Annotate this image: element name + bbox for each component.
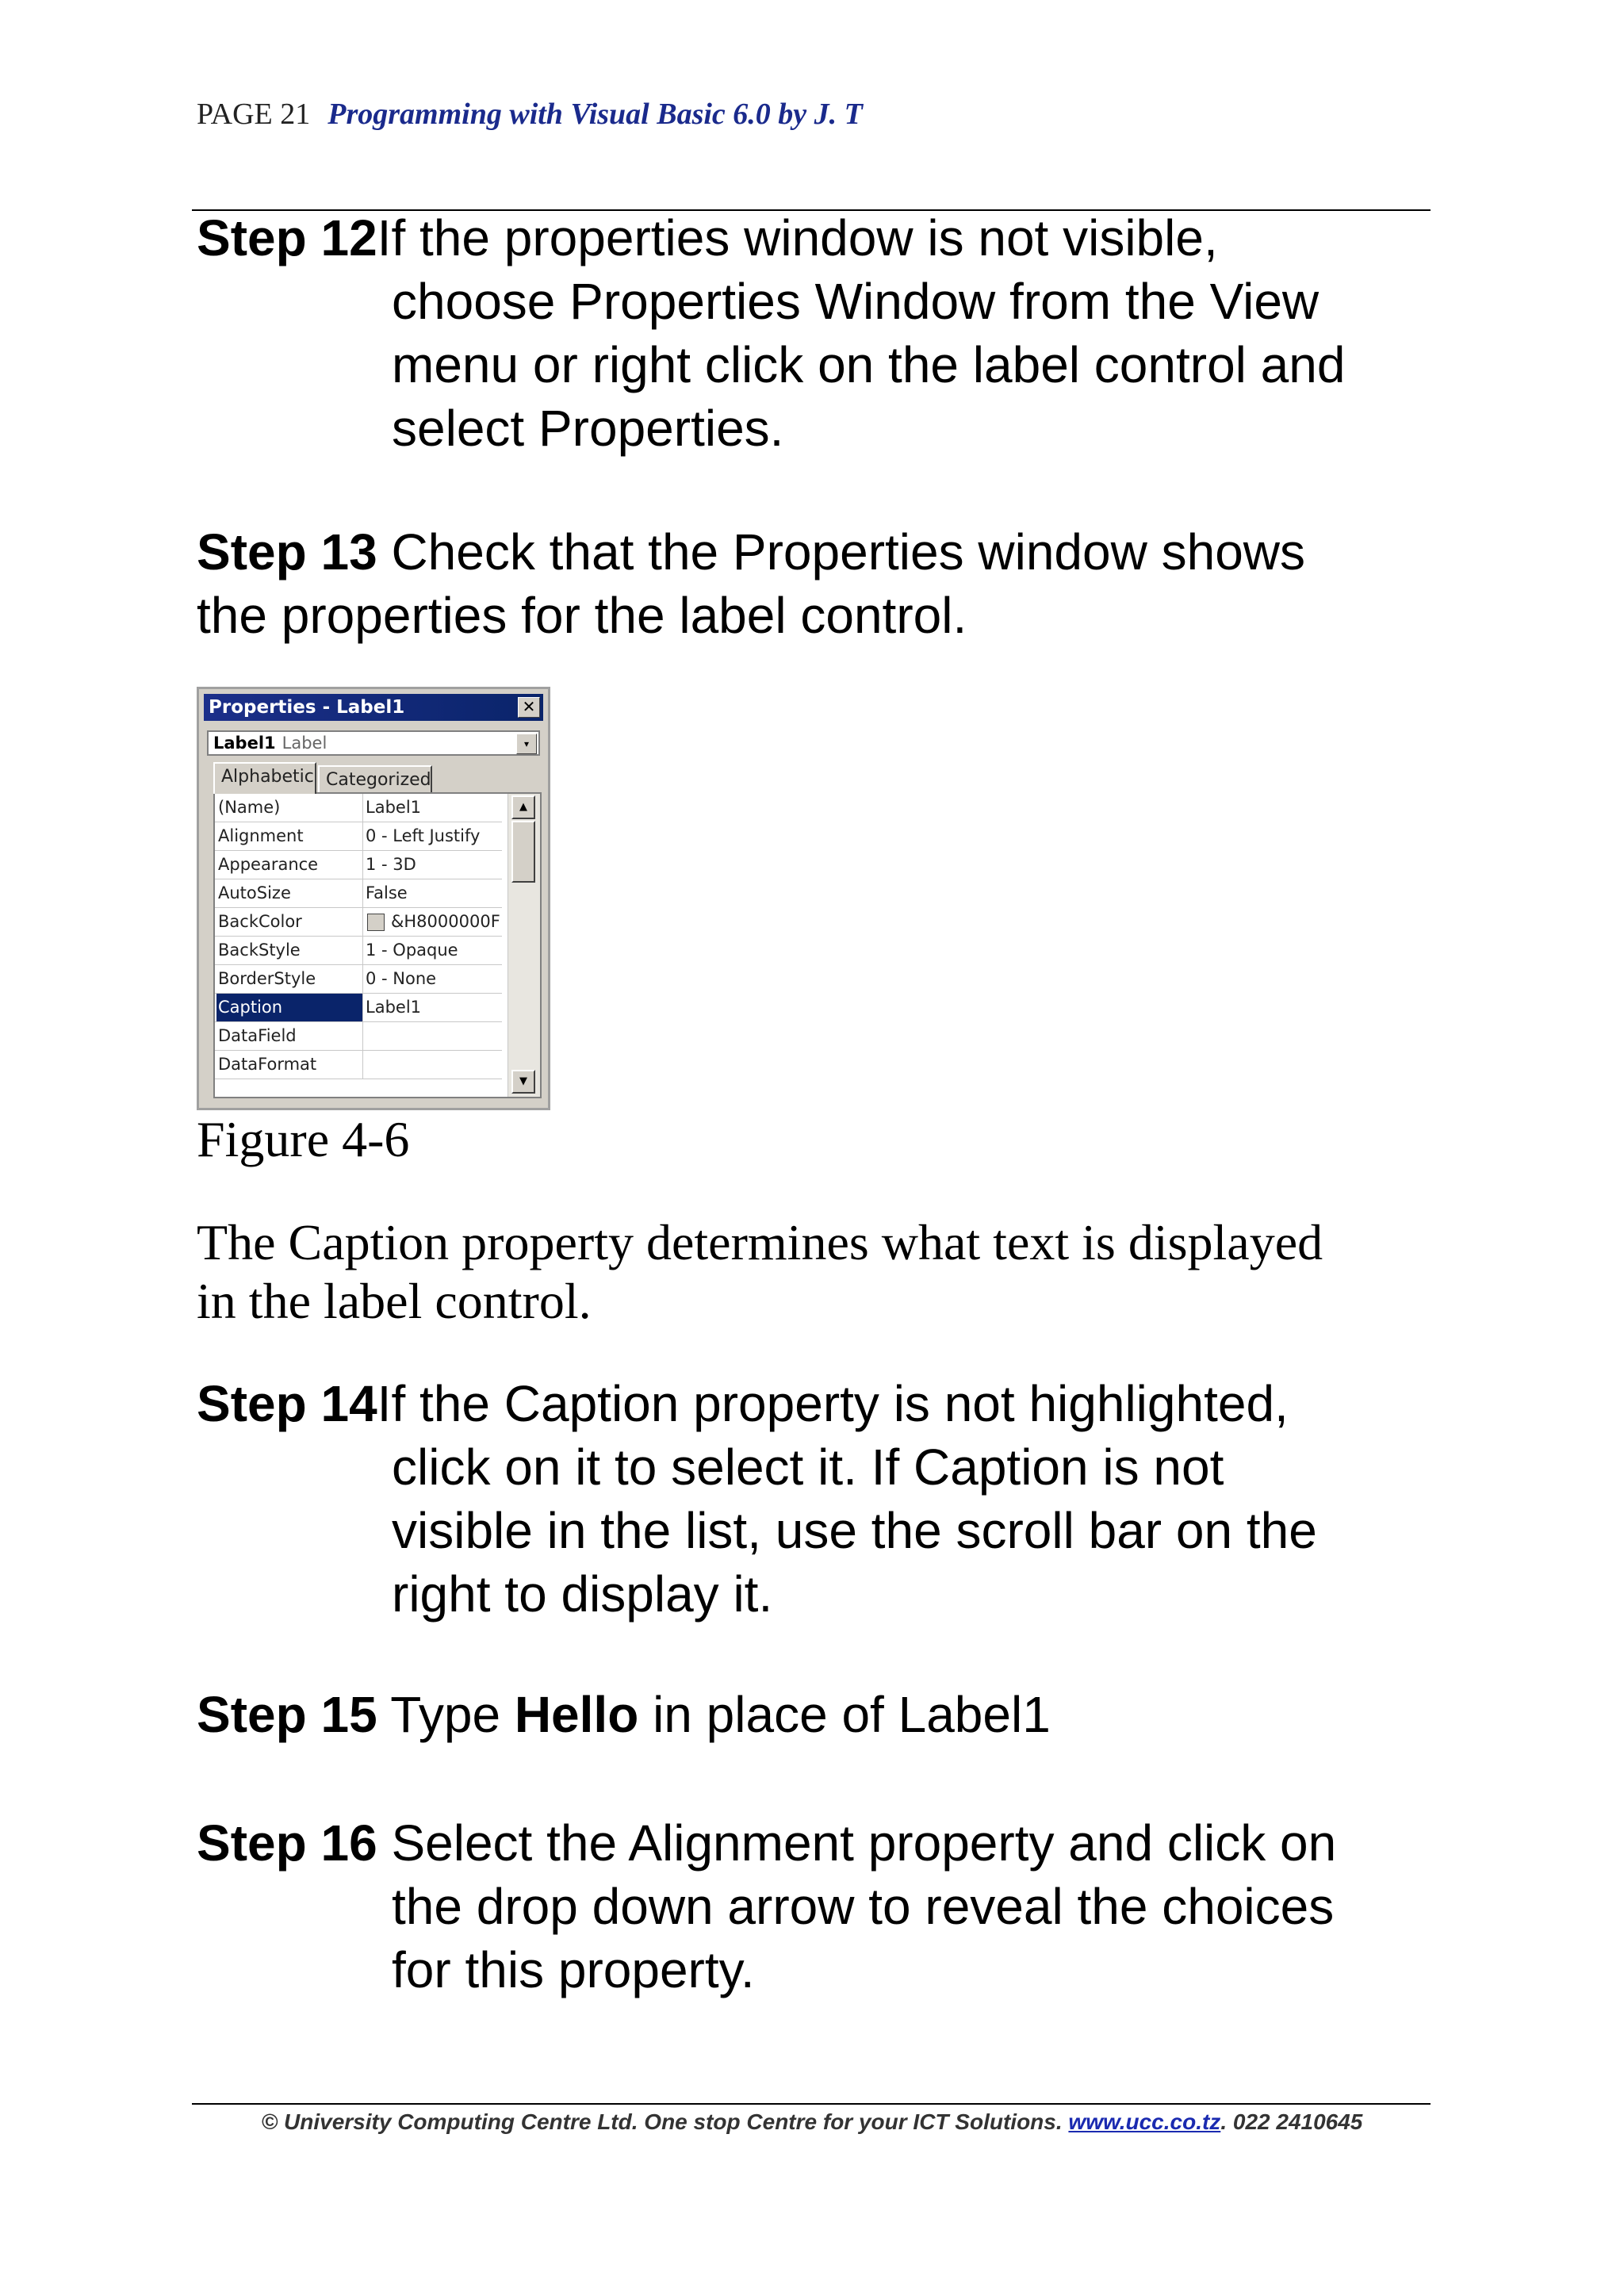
property-name: AutoSize (216, 879, 363, 907)
step-text: Check that the Properties window shows (391, 523, 1305, 580)
close-icon[interactable]: ✕ (518, 697, 540, 718)
property-name: (Name) (216, 794, 363, 822)
property-row-selected[interactable] (215, 994, 502, 1022)
property-name: BackColor (216, 908, 363, 936)
property-name: DataFormat (216, 1051, 363, 1079)
step-label: Step 14 (197, 1375, 377, 1432)
property-row[interactable] (215, 908, 502, 937)
footer-phone: . 022 2410645 (1220, 2109, 1363, 2134)
page-header (197, 97, 863, 132)
property-value[interactable] (364, 1051, 504, 1079)
object-selector[interactable] (207, 730, 540, 756)
paragraph-line: in the label control. (197, 1273, 592, 1329)
scroll-up-icon[interactable]: ▲ (511, 795, 535, 819)
page-number: PAGE 21 (197, 98, 311, 131)
book-title: Programming with Visual Basic 6.0 by J. T (327, 98, 863, 131)
properties-title-bar[interactable] (204, 694, 543, 721)
tab-categorized[interactable]: Categorized (318, 765, 432, 794)
properties-title: Properties - Label1 (209, 697, 405, 718)
step-label: Step 13 (197, 523, 377, 580)
property-name: BorderStyle (216, 965, 363, 993)
step-text: menu or right click on the label control and (392, 336, 1346, 393)
step-text: click on it to select it. If Caption is not (392, 1439, 1224, 1496)
step-16 (197, 1811, 1434, 2002)
property-row[interactable] (215, 851, 502, 879)
page-footer (193, 2109, 1431, 2135)
property-value[interactable]: 1 - Opaque (366, 941, 458, 960)
footer-text: © University Computing Centre Ltd. One stop Centre for your ICT Solutions. (261, 2109, 1063, 2134)
footer-rule (192, 2103, 1431, 2105)
object-name: Label1 (213, 734, 276, 753)
step-text: for this property. (392, 1941, 755, 1998)
property-row[interactable] (215, 822, 502, 851)
property-row[interactable] (215, 879, 502, 908)
step-13 (197, 520, 1434, 647)
step-text: right to display it. (392, 1565, 773, 1623)
property-value[interactable]: 0 - Left Justify (366, 826, 481, 845)
property-name: Appearance (216, 851, 363, 879)
property-value[interactable]: 0 - None (366, 969, 437, 988)
figure-caption: Figure 4-6 (197, 1111, 410, 1167)
properties-window (197, 687, 550, 1110)
color-swatch (367, 914, 385, 931)
step-text: If the Caption property is not highlighted, (377, 1375, 1289, 1432)
step-14 (197, 1372, 1434, 1626)
property-value[interactable]: False (366, 883, 408, 902)
property-row[interactable] (215, 965, 502, 994)
footer-link[interactable]: www.ucc.co.tz (1068, 2109, 1221, 2134)
tab-alphabetic[interactable]: Alphabetic (213, 762, 316, 794)
paragraph-line: The Caption property determines what text is displayed (197, 1214, 1323, 1270)
property-name: BackStyle (216, 937, 363, 964)
body-paragraph (197, 1213, 1434, 1331)
scroll-thumb[interactable] (511, 821, 535, 883)
property-value[interactable] (364, 1022, 504, 1050)
step-text-bold: Hello (514, 1686, 639, 1743)
chevron-down-icon[interactable]: ▾ (516, 734, 537, 754)
vertical-scrollbar[interactable] (508, 794, 540, 1097)
property-value[interactable]: Label1 (366, 798, 422, 817)
step-label: Step 16 (197, 1814, 377, 1872)
step-text: the drop down arrow to reveal the choices (392, 1878, 1335, 1935)
step-text: If the properties window is not visible, (377, 209, 1218, 266)
step-15 (197, 1683, 1434, 1746)
step-text: visible in the list, use the scroll bar on the (392, 1502, 1317, 1559)
step-text: Type (390, 1686, 501, 1743)
step-text: choose Properties Window from the View (392, 273, 1320, 330)
step-text: in place of Label1 (653, 1686, 1051, 1743)
property-value[interactable]: 1 - 3D (366, 855, 416, 874)
scroll-down-icon[interactable]: ▼ (511, 1070, 535, 1094)
property-value-color[interactable] (364, 908, 504, 936)
property-row[interactable] (215, 1022, 502, 1051)
property-name: Alignment (216, 822, 363, 850)
step-label: Step 12 (197, 209, 377, 266)
property-value: &H8000000F (391, 912, 500, 931)
step-text: the properties for the label control. (197, 587, 967, 644)
property-name: Caption (216, 994, 363, 1021)
property-row[interactable] (215, 794, 502, 822)
property-row[interactable] (215, 1051, 502, 1079)
property-grid (213, 792, 542, 1098)
property-name: DataField (216, 1022, 363, 1050)
step-12 (197, 206, 1434, 460)
property-row[interactable] (215, 937, 502, 965)
step-text: Select the Alignment property and click on (391, 1814, 1337, 1872)
property-value[interactable]: Label1 (366, 998, 422, 1017)
object-type: Label (282, 734, 327, 753)
step-label: Step 15 (197, 1686, 377, 1743)
step-text: select Properties. (392, 400, 784, 457)
